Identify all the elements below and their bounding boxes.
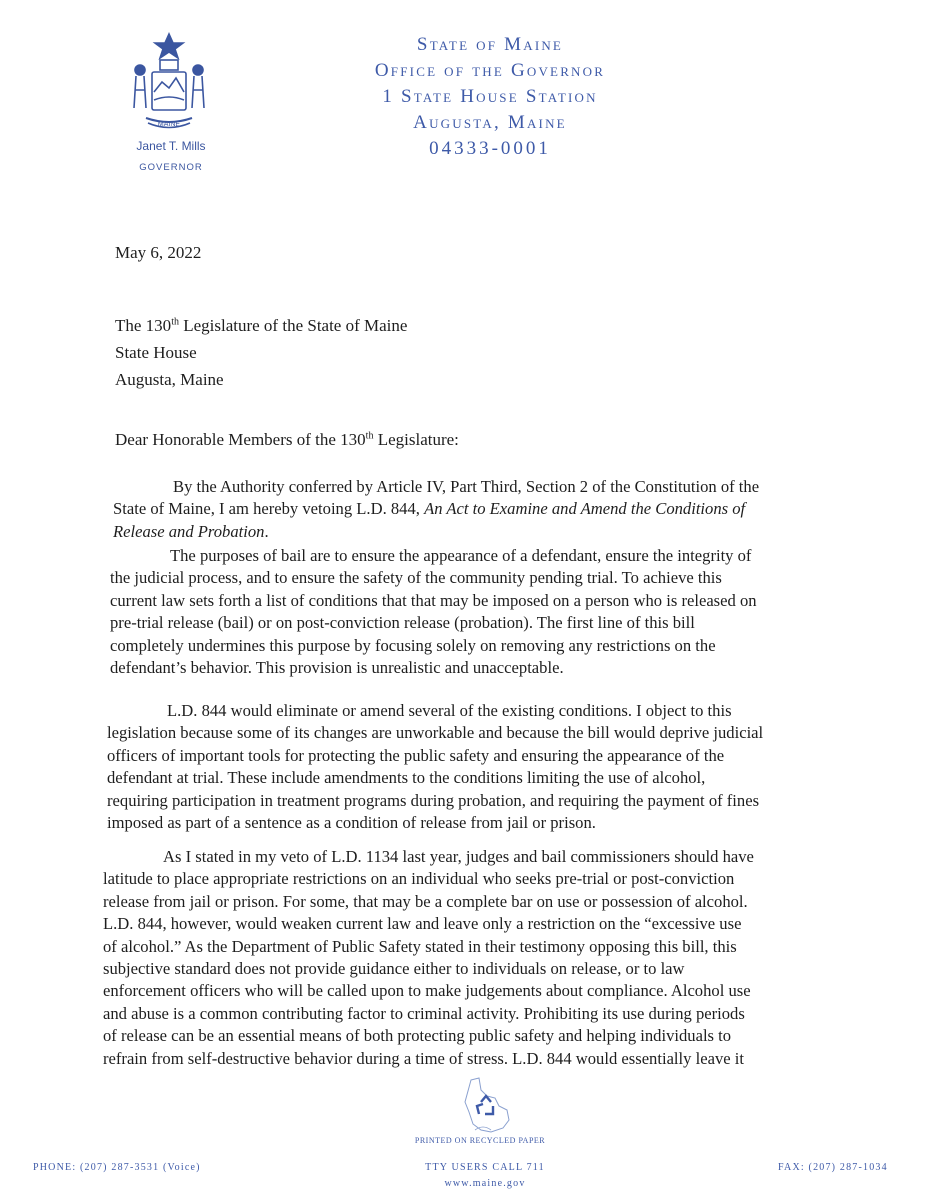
governor-name: Janet T. Mills — [136, 139, 206, 153]
paragraph-line: of release can be an essential means of both protecting public safety and helping individuals to — [103, 1026, 732, 1046]
maine-state-seal-icon — [126, 30, 212, 140]
office-line: Office of the Governor — [374, 60, 606, 81]
paragraph-line: defendant’s behavior. This provision is unrealistic and unacceptable. — [110, 658, 564, 678]
salutation — [115, 430, 459, 450]
paragraph-line: the judicial process, and to ensure the safety of the community pending trial. To achieve this — [110, 568, 722, 588]
salutation-text: Dear Honorable Members of the 130 — [115, 430, 366, 449]
paragraph-line: officers of important tools for protecting the public safety and ensuring the appearance of the — [107, 745, 725, 765]
recycled-paper-note: PRINTED ON RECYCLED PAPER — [414, 1136, 546, 1145]
paragraph-line: legislation because some of its changes are unworkable and because the bill would deprive judicial — [107, 723, 764, 743]
recycle-maine-icon — [451, 1076, 521, 1134]
tty-note: TTY USERS CALL 711 — [425, 1162, 545, 1173]
paragraph-veto-authority — [113, 476, 837, 543]
ordinal-suffix: th — [171, 316, 179, 328]
address-line: State House — [115, 343, 197, 362]
address-line-text: Legislature of the State of Maine — [178, 316, 408, 335]
website-link[interactable]: www.maine.gov — [444, 1178, 526, 1189]
governor-title: GOVERNOR — [139, 162, 203, 173]
paragraph-line — [113, 521, 837, 543]
paragraph-line: and abuse is a common contributing factor to criminal activity. Prohibiting its use during periods — [103, 1003, 745, 1023]
paragraph-line: completely undermines this purpose by focusing solely on removing any restrictions on the — [110, 635, 716, 655]
paragraph-line — [113, 498, 837, 520]
paragraph-line: L.D. 844, however, would weaken current law and leave only a restriction on the “excessive use — [103, 914, 742, 934]
paragraph-line: By the Authority conferred by Article IV, Part Third, Section 2 of the Constitution of the — [173, 477, 760, 496]
paragraph-line: pre-trial release (bail) or on post-conviction release (probation). The first line of this bill — [110, 613, 695, 633]
line-text: State of Maine, I am hereby vetoing L.D. 844, — [113, 499, 425, 519]
paragraph-line: current law sets forth a list of conditions that that may be imposed on a person who is released on — [110, 590, 757, 610]
letter-date: May 6, 2022 — [115, 243, 202, 262]
bill-title: Release and Probation — [113, 521, 265, 541]
paragraph-line: of alcohol.” As the Department of Public Safety stated in their testimony opposing this bill, this — [103, 936, 737, 956]
paragraph-alcohol-restrictions — [103, 846, 831, 1070]
ordinal-suffix: th — [365, 430, 374, 442]
paragraph-line: requiring participation in treatment programs during probation, and requiring the payment of fines — [107, 790, 760, 810]
office-zip: 04333-0001 — [429, 138, 551, 159]
paragraph-purposes-of-bail — [110, 545, 834, 679]
line-text: . — [264, 521, 269, 541]
office-line: 1 State House Station — [382, 86, 598, 107]
paragraph-line: As I stated in my veto of L.D. 1134 last year, judges and bail commissioners should have — [163, 847, 754, 866]
address-line-text: The 130 — [115, 316, 172, 335]
bill-title: An Act to Examine and Amend the Conditions of — [424, 499, 746, 519]
seal-label: MAINE — [157, 121, 181, 128]
paragraph-line: imposed as part of a sentence as a condition of release from jail or prison. — [107, 813, 596, 833]
paragraph-line: latitude to place appropriate restrictions on an individual who seeks pre-trial or post-conviction — [103, 869, 735, 889]
office-line: State of Maine — [416, 34, 564, 55]
paragraph-objections — [107, 700, 833, 834]
paragraph-line: L.D. 844 would eliminate or amend several of the existing conditions. I object to this — [167, 701, 732, 720]
recipient-address — [115, 312, 407, 393]
paragraph-line: subjective standard does not provide guidance either to individuals on release, or to law — [103, 959, 685, 979]
paragraph-line: enforcement officers who will be called upon to make judgements about compliance. Alcohol use — [103, 981, 751, 1001]
address-line — [115, 312, 407, 339]
address-line: Augusta, Maine — [115, 370, 224, 389]
office-line: Augusta, Maine — [413, 112, 567, 133]
fax-number: FAX: (207) 287-1034 — [778, 1162, 888, 1173]
paragraph-line: defendant at trial. These include amendments to the conditions limiting the use of alcohol, — [107, 768, 706, 788]
phone-number: PHONE: (207) 287-3531 (Voice) — [33, 1162, 201, 1173]
paragraph-line: refrain from self-destructive behavior during a time of stress. L.D. 844 would essentially leave it — [103, 1048, 744, 1068]
paragraph-line: The purposes of bail are to ensure the appearance of a defendant, ensure the integrity of — [170, 546, 752, 565]
paragraph-line: release from jail or prison. For some, that may be a complete bar on use or possession of alcohol. — [103, 891, 748, 911]
salutation-text: Legislature: — [373, 430, 459, 449]
office-address-block — [330, 32, 650, 162]
